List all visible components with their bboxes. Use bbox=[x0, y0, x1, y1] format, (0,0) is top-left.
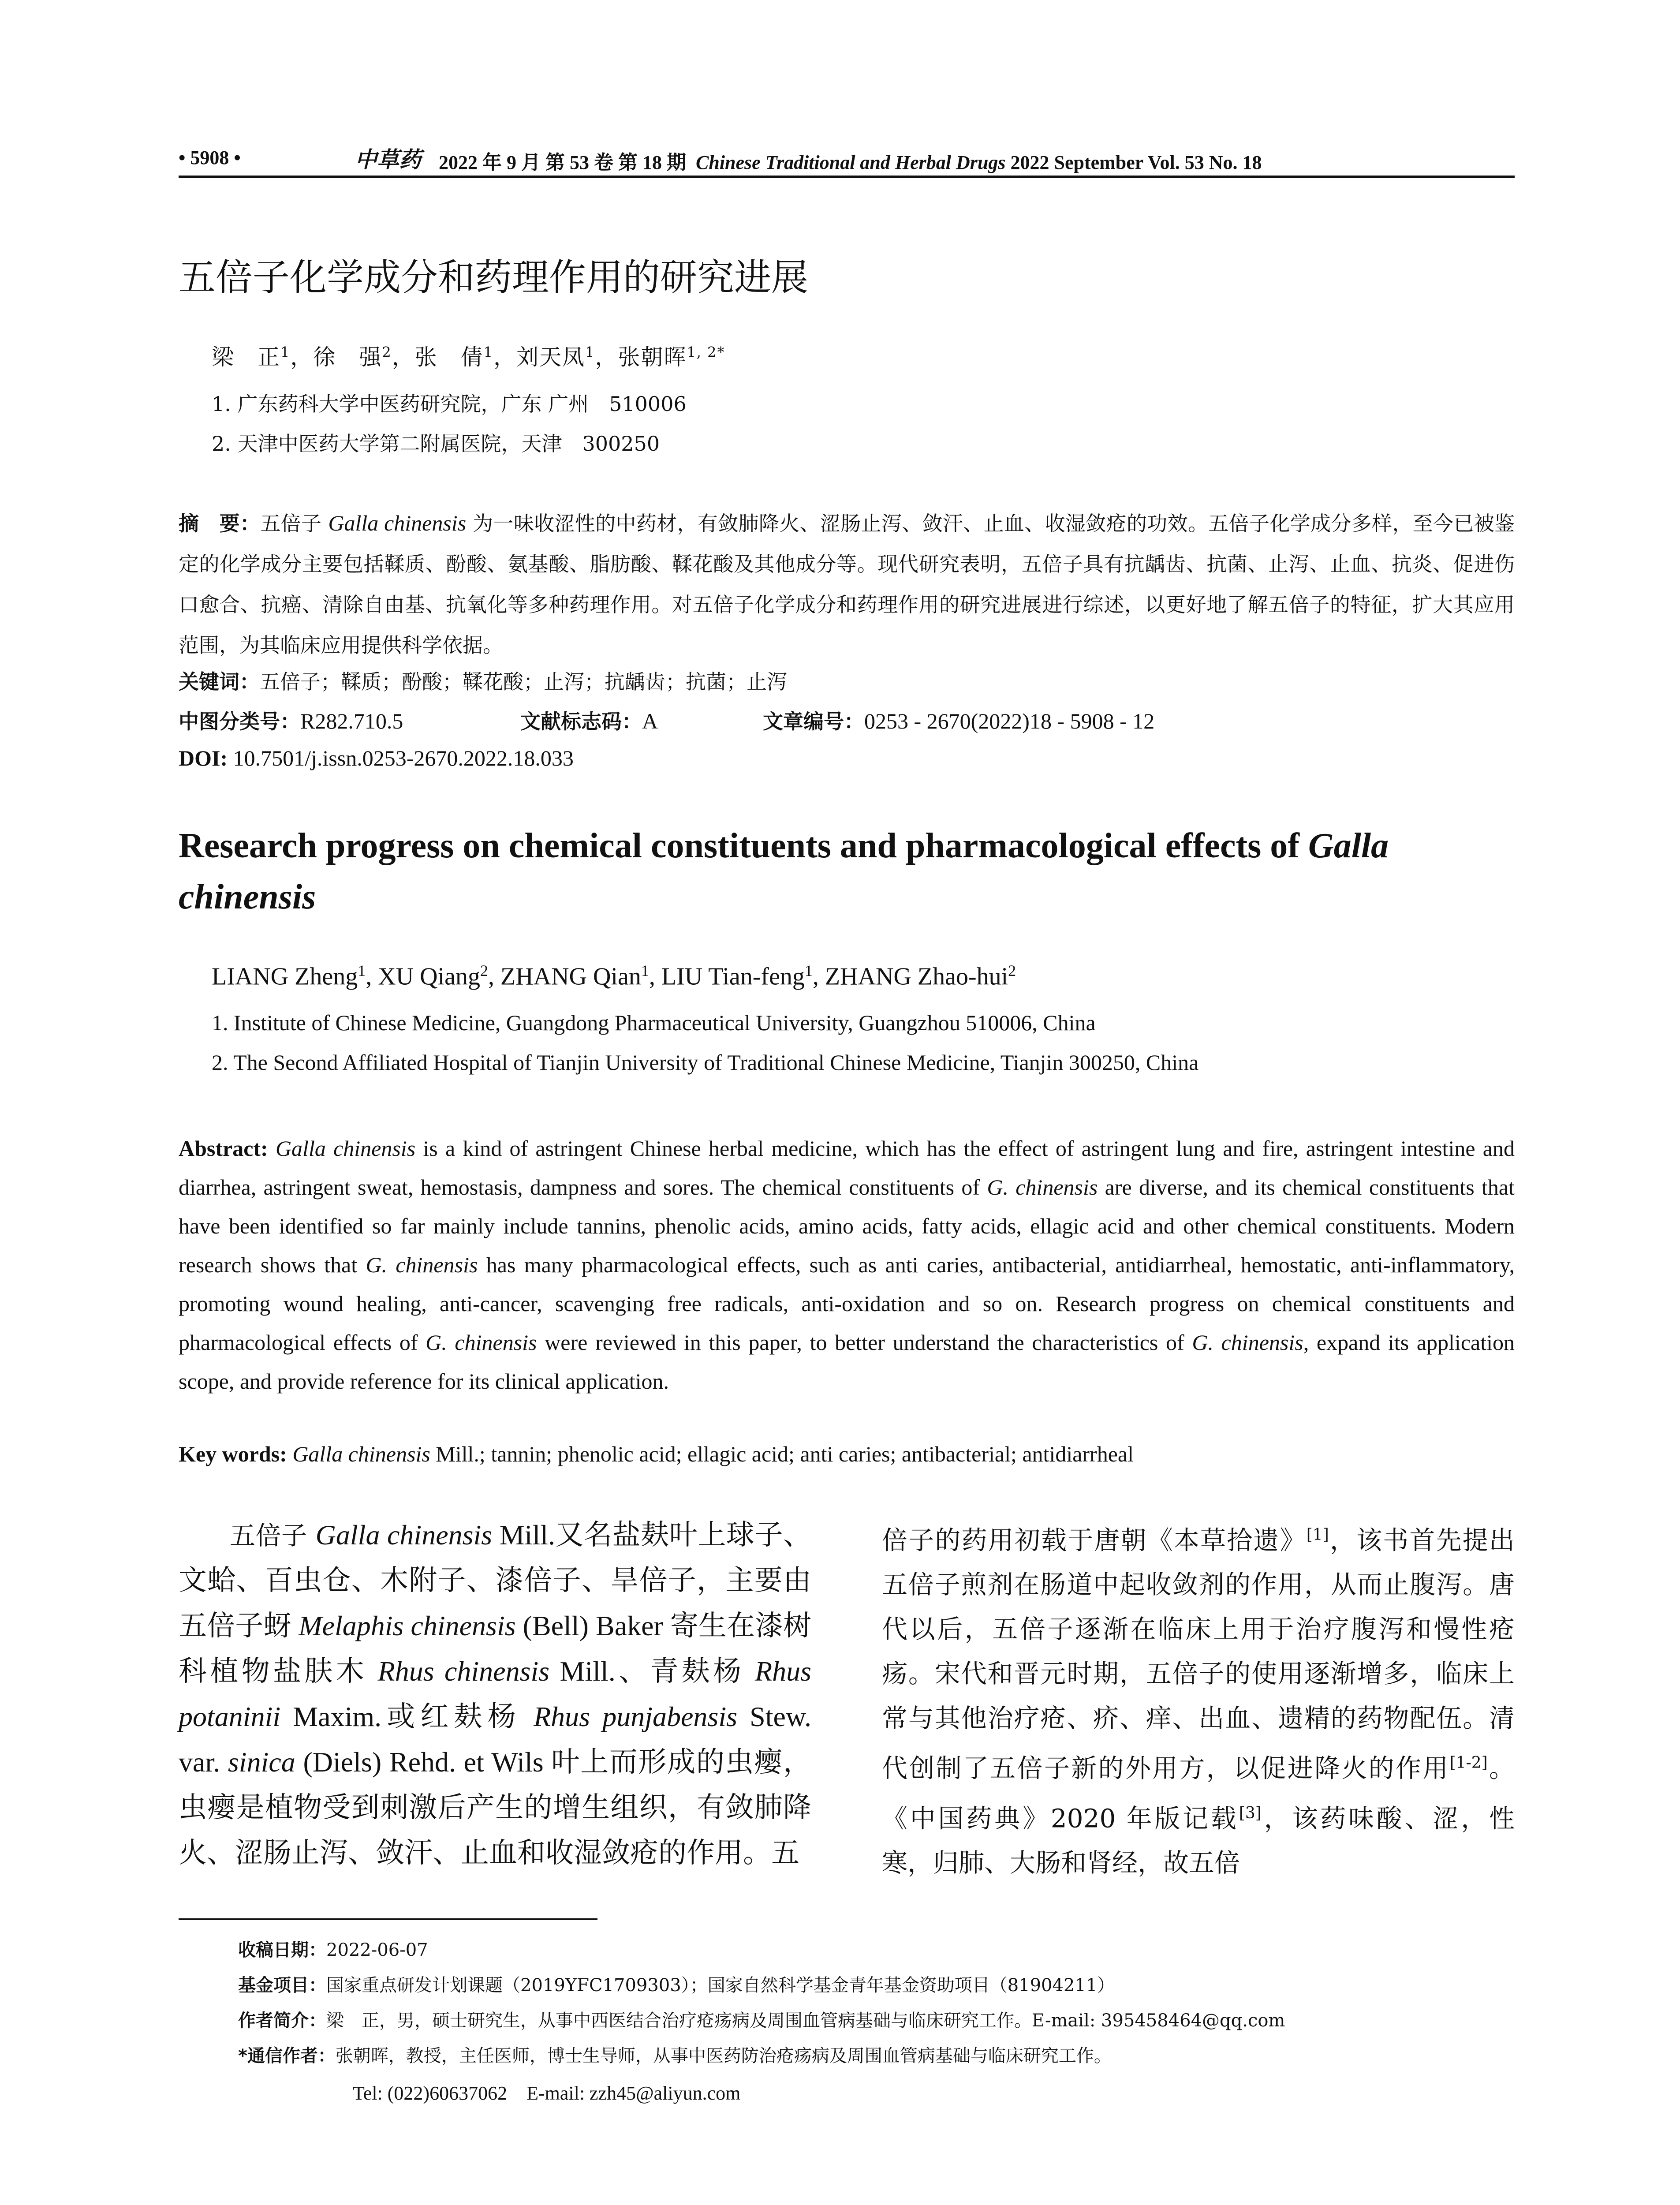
footnote-corresponding: *通信作者：张朝晖，教授，主任医师，博士生导师，从事中医药防治疮疡病及周围血管病基础与临床研究工作。 bbox=[238, 2046, 1112, 2066]
authors-en: LIANG Zheng$^1$, XU Qiang$^2$, ZHANG Qian$^1$, LIU Tian-feng$^1$, ZHANG Zhao-hui$^2$ bbox=[212, 962, 1016, 990]
issue-info: 2022 年 9 月 第 53 卷 第 18 期 Chinese Traditional and Herbal Drugs 2022 September Vol. 53 No. 18 bbox=[439, 152, 1262, 173]
body-column-left: 五倍子 Galla chinensis Mill.又名盐麸叶上球子、文蛤、百虫仓、木附子、漆倍子、旱倍子，主要由五倍子蚜 Melaphis chinensis (Bell) Baker 寄生在漆树科植物盐肤木 Rhus chinensis Mill.、青麸杨 Rhus potaninii Maxim.或红麸杨 Rhus punjabensis Stew. var. sinica (Diels) Rehd. et Wils 叶上而形成的虫瘿，虫瘿是植物受到刺激后产生的增生组织，有敛肺降火、涩肠止泻、敛汗、止血和收湿敛疮的作用。五 bbox=[179, 1519, 812, 1869]
affiliation-cn-2: 2. 天津中医药大学第二附属医院，天津 300250 bbox=[212, 432, 660, 456]
journal-name-en: Chinese Traditional and Herbal Drugs bbox=[696, 152, 1006, 173]
footnote-rule bbox=[179, 1918, 597, 1920]
affiliation-en-1: 1. Institute of Chinese Medicine, Guangdong Pharmaceutical University, Guangzhou 510006, China bbox=[212, 1010, 1096, 1035]
abstract-en: Abstract: Galla chinensis is a kind of astringent Chinese herbal medicine, which has the effect of astringent lung and fire, astringent intestine and diarrhea, astringent sweat, hemostasis, dampness and sores. The chemical constituents of G. chinensis are diverse, and its chemical constituents that have been identified so far mainly include tannins, phenolic acids, amino acids, fatty acids, ellagic acid and other chemical constituents. Modern research shows that G. chinensis has many pharmacological effects, such as anti caries, antibacterial, antidiarrheal, hemostatic, anti-inflammatory, promoting wound healing, anti-cancer, scavenging free radicals, anti-oxidation and so on. Research progress on chemical constituents and pharmacological effects of G. chinensis were reviewed in this paper, to better understand the characteristics of G. chinensis, expand its application scope, and provide reference for its clinical application. bbox=[179, 1136, 1515, 1394]
citation-ref: [3] bbox=[1239, 1804, 1262, 1822]
citation-ref: [1] bbox=[1306, 1526, 1329, 1544]
keywords-cn: 关键词：五倍子；鞣质；酚酸；鞣花酸；止泻；抗龋齿；抗菌；止泻 bbox=[179, 670, 787, 694]
running-header bbox=[179, 142, 1515, 177]
header-rule bbox=[179, 176, 1515, 178]
abstract-cn: 摘 要：五倍子 Galla chinensis 为一味收涩性的中药材，有敛肺降火、涩肠止泻、敛汗、止血、收湿敛疮的功效。五倍子化学成分多样，至今已被鉴定的化学成分主要包括鞣质、酚酸、氨基酸、脂肪酸、鞣花酸及其他成分等。现代研究表明，五倍子具有抗龋齿、抗菌、止泻、止血、抗炎、促进伤口愈合、抗癌、清除自由基、抗氧化等多种药理作用。对五倍子化学成分和药理作用的研究进展进行综述，以更好地了解五倍子的特征，扩大其应用范围，为其临床应用提供科学依据。 bbox=[179, 511, 1515, 657]
affiliation-cn-1: 1. 广东药科大学中医药研究院，广东 广州 510006 bbox=[212, 392, 687, 416]
footnote-received: 收稿日期：2022-06-07 bbox=[238, 1940, 428, 1960]
article-title-cn: 五倍子化学成分和药理作用的研究进展 bbox=[179, 256, 809, 299]
footnote-author: 作者简介：梁 正，男，硕士研究生，从事中西医结合治疗疮疡病及周围血管病基础与临床研究工作。E-mail: 395458464@qq.com bbox=[238, 2011, 1285, 2031]
keywords-en: Key words: Galla chinensis Mill.; tannin; phenolic acid; ellagic acid; anti caries; antibacterial; antidiarrheal bbox=[179, 1442, 1134, 1466]
body-column-right: 倍子的药用初载于唐朝《本草拾遗》[1]，该书首先提出五倍子煎剂在肠道中起收敛剂的作用，从而止腹泻。唐代以后，五倍子逐渐在临床上用于治疗腹泻和慢性疮疡。宋代和晋元时期，五倍子的使用逐渐增多，临床上常与其他治疗疮、疥、痒、出血、遗精的药物配伍。清代创制了五倍子新的外用方，以促进降火的作用[1-2]。《中国药典》2020 年版记载[3]，该药味酸、涩，性寒，归肺、大肠和肾经，故五倍 bbox=[882, 1525, 1515, 1878]
classification-row: 中图分类号：R282.710.5 文献标志码：A 文章编号：0253 - 2670(2022)18 - 5908 - 12 bbox=[179, 709, 1155, 733]
citation-ref: [1-2] bbox=[1449, 1754, 1488, 1772]
affiliation-en-2: 2. The Second Affiliated Hospital of Tianjin University of Traditional Chinese Medicine, Tianjin 300250, China bbox=[212, 1050, 1199, 1075]
footnote-fund: 基金项目：国家重点研发计划课题（2019YFC1709303）；国家自然科学基金青年基金资助项目（81904211） bbox=[238, 1975, 1115, 1996]
journal-name-cn: 中草药 bbox=[355, 146, 421, 172]
doi: DOI: 10.7501/j.issn.0253-2670.2022.18.033 bbox=[179, 746, 574, 770]
page-number: • 5908 • bbox=[179, 147, 241, 168]
authors-cn: 梁 正$^1$，徐 强$^2$，张 倩$^1$，刘天凤$^1$，张朝晖$^{1, 2*}$ bbox=[212, 344, 725, 370]
footnote-contact: Tel: (022)60637062 E-mail: zzh45@aliyun.com bbox=[353, 2082, 741, 2104]
article-title-en: Research progress on chemical constituents and pharmacological effects of Galla chinensis bbox=[179, 826, 1389, 916]
